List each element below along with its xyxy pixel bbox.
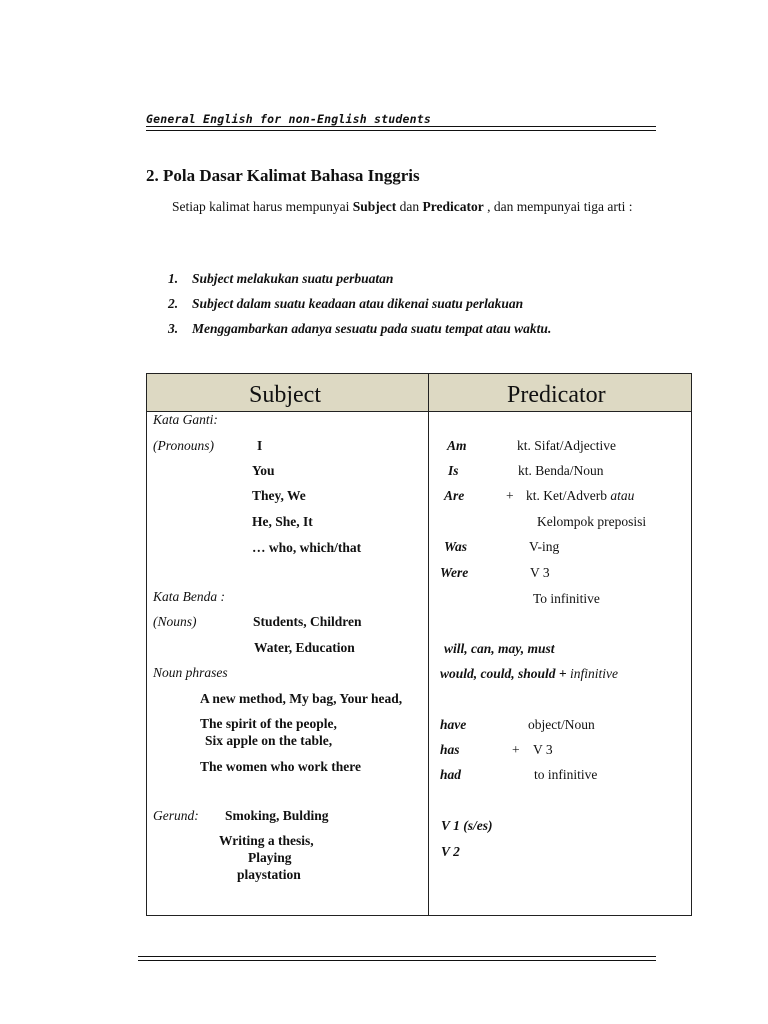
nouns-label: (Nouns) — [153, 614, 197, 629]
predicator-have: have — [440, 717, 467, 732]
noun-phrase-item: The women who work there — [200, 759, 361, 774]
predicator-word: Predicator — [422, 199, 484, 214]
predicator-to-infinitive-b: to infinitive — [534, 767, 598, 782]
atau-text: atau — [610, 488, 635, 503]
list-text: Subject melakukan suatu perbuatan — [192, 271, 394, 286]
noun-phrase-item: Six apple on the table, — [205, 733, 333, 748]
noun-item: Students, Children — [253, 614, 362, 629]
kelompok-preposisi: Kelompok preposisi — [537, 514, 647, 529]
predicator-is: Is — [448, 463, 459, 478]
subject-word: Subject — [352, 199, 397, 214]
list-number: 3. — [168, 321, 179, 336]
gerund-item: Writing a thesis, — [219, 833, 314, 848]
table-column-divider — [428, 373, 429, 916]
intro-paragraph — [146, 194, 657, 219]
predicator-were: Were — [440, 565, 469, 580]
are-value-text: kt. Ket/Adverb — [526, 488, 607, 503]
predicator-v2: V 2 — [441, 844, 460, 859]
predicator-v3-b: V 3 — [533, 742, 553, 757]
kata-benda-label: Kata Benda : — [153, 589, 225, 604]
modals-line-2 — [440, 666, 618, 682]
predicator-is-value: kt. Benda/Noun — [518, 463, 604, 478]
plus-sign: + — [512, 742, 520, 757]
footer-rule-bottom — [138, 960, 656, 961]
predicator-are-value — [526, 488, 634, 504]
table-header-divider — [146, 411, 692, 412]
predicator-object-noun: object/Noun — [528, 717, 595, 732]
noun-item: Water, Education — [254, 640, 355, 655]
list-number: 2. — [168, 296, 179, 311]
kata-ganti-label: Kata Ganti: — [153, 412, 218, 427]
pronoun-item: I — [257, 438, 263, 453]
footer-rule-top — [138, 956, 656, 957]
header-rule-bottom — [146, 130, 656, 131]
list-item — [168, 270, 551, 295]
para-dan: dan — [399, 199, 420, 214]
infinitive-text: infinitive — [569, 666, 618, 681]
list-item — [168, 320, 551, 345]
pronoun-item: They, We — [252, 488, 306, 503]
header-rule-top — [146, 126, 656, 127]
predicator-am: Am — [447, 438, 467, 453]
predicator-to-infinitive: To infinitive — [533, 591, 600, 606]
modals-line-1: will, can, may, must — [444, 641, 555, 656]
para-text-2: , dan mempunyai tiga arti : — [487, 199, 633, 214]
running-header: General English for non-English students — [146, 112, 431, 126]
predicator-v1: V 1 (s/es) — [441, 818, 493, 833]
plus-sign: + — [506, 488, 514, 503]
predicator-am-value: kt. Sifat/Adjective — [517, 438, 616, 453]
pronoun-item: He, She, It — [252, 514, 313, 529]
modals-text: would, could, should + — [440, 666, 567, 681]
pronouns-label: (Pronouns) — [153, 438, 214, 453]
list-text: Menggambarkan adanya sesuatu pada suatu tempat atau waktu. — [192, 321, 552, 336]
gerund-item: Playing — [248, 850, 292, 865]
meaning-list — [168, 270, 551, 345]
predicator-has: has — [440, 742, 460, 757]
predicator-v3: V 3 — [530, 565, 550, 580]
pronoun-item: You — [252, 463, 275, 478]
noun-phrase-item: A new method, My bag, Your head, — [200, 691, 403, 706]
section-title: 2. Pola Dasar Kalimat Bahasa Inggris — [146, 166, 420, 185]
column-header-predicator: Predicator — [507, 382, 606, 408]
pronoun-item: … who, which/that — [252, 540, 362, 555]
para-text-1: Setiap kalimat harus mempunyai — [172, 199, 350, 214]
noun-phrases-label: Noun phrases — [153, 665, 228, 680]
predicator-are: Are — [444, 488, 465, 503]
gerund-item: playstation — [237, 867, 301, 882]
predicator-was: Was — [444, 539, 468, 554]
noun-phrase-item: The spirit of the people, — [200, 716, 337, 731]
predicator-ving: V-ing — [529, 539, 560, 554]
list-item — [168, 295, 551, 320]
list-number: 1. — [168, 271, 179, 286]
list-text: Subject dalam suatu keadaan atau dikenai suatu perlakuan — [192, 296, 524, 311]
predicator-had: had — [440, 767, 462, 782]
gerund-item: Smoking, Bulding — [225, 808, 329, 823]
column-header-subject: Subject — [249, 382, 321, 408]
gerund-label: Gerund: — [153, 808, 199, 823]
